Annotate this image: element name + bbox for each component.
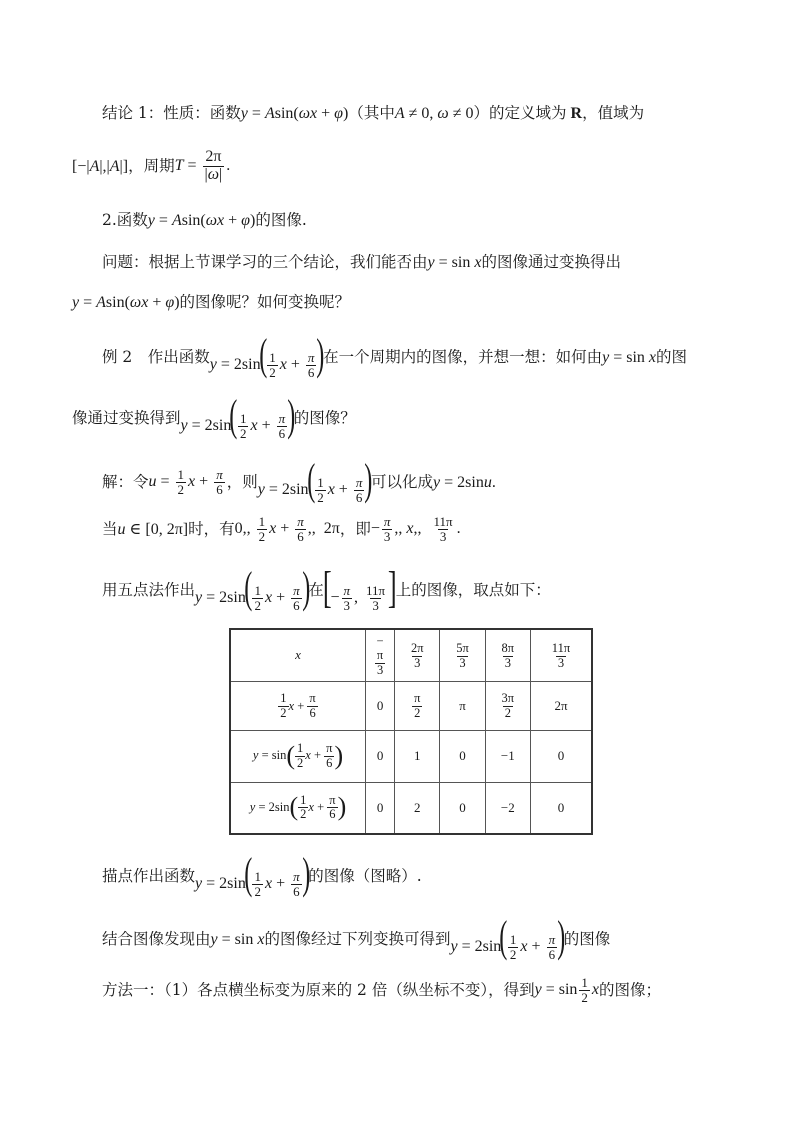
math-formula: y = Asin(ωx + φ) <box>72 294 180 311</box>
math-formula: T = $\frac{2\pi}{|\omega|}$ . <box>174 148 231 183</box>
text: 的图像呢？如何变换呢？ <box>179 293 351 312</box>
text: 的图像经过下列变换可得到 <box>264 929 451 948</box>
text: 时，有 <box>188 519 235 538</box>
conclusion-1-line <box>102 104 644 123</box>
math-formula: y = 2sin( $\frac{1}{2}$ x + $\frac{\pi}{6}$ ) <box>195 849 310 899</box>
math-formula: u = $\frac{1}{2}$ x + $\frac{\pi}{6}$ <box>148 467 223 497</box>
table-cell: 2 <box>395 782 440 834</box>
text: ，则 <box>226 472 258 491</box>
math-formula: y = 2sin( $\frac{1}{2}$ x + $\frac{\pi}{6}$ ) <box>450 912 566 962</box>
example-2-line <box>102 330 688 380</box>
math-formula: y = 2sin( $\frac{1}{2}$ x + $\frac{\pi}{6}$ ) <box>209 330 325 380</box>
table-row <box>230 681 592 730</box>
text: 像通过变换得到 <box>72 408 181 427</box>
text: 在一个周期内的图像，并想一想：如何由 <box>323 347 603 366</box>
math-formula: u ∈ [0, 2π] <box>117 520 189 538</box>
table-cell: $\frac{2\pi}{3}$ <box>395 629 440 681</box>
table-cell: $\frac{11\pi}{3}$ <box>530 629 592 681</box>
table-cell: $\frac{5\pi}{3}$ <box>440 629 485 681</box>
text: 上的图像，取点如下： <box>395 580 551 599</box>
math-formula: y = 2sin( $\frac{1}{2}$ x + $\frac{\pi}{6}$ ) <box>195 563 310 613</box>
question-line-2 <box>72 293 350 312</box>
table-cell: y = 2sin ( $\frac{1}{2}$ x + $\frac{\pi}{6}$ ) <box>230 782 366 834</box>
text: 例 2 作出函数 <box>102 347 210 366</box>
math-formula: 0,, $\frac{1}{2}$ x + $\frac{\pi}{6}$ ,, 2π <box>234 514 340 544</box>
table-cell: y = sin ( $\frac{1}{2}$ x + $\frac{\pi}{6}$ ) <box>230 730 366 782</box>
math-formula: [−|A|,|A|] <box>72 157 129 175</box>
method-1-line <box>102 976 661 1004</box>
text: 的图像（图略）. <box>308 866 422 885</box>
text: 的图像？ <box>293 408 356 427</box>
table-cell: 0 <box>530 782 592 834</box>
table-cell: $\frac{8\pi}{3}$ <box>485 629 530 681</box>
text: ，值域为 <box>582 104 645 123</box>
text: 解：令 <box>102 472 149 491</box>
math-formula: y = 2sin( $\frac{1}{2}$ x + $\frac{\pi}{6}$ ) <box>180 391 296 441</box>
table-row <box>230 629 592 681</box>
text: ，周期 <box>128 157 175 175</box>
table-cell: 0 <box>440 782 485 834</box>
text: 方法一：（1）各点横坐标变为原来的 2 倍（纵坐标不变），得到 <box>102 980 535 999</box>
table-cell: −2 <box>485 782 530 834</box>
table-cell: 1 <box>395 730 440 782</box>
table-row <box>230 730 592 782</box>
math-formula: y = sin x <box>427 254 482 271</box>
text: 2.函数 <box>102 211 148 230</box>
math-formula: R <box>566 105 583 122</box>
text: 描点作出函数 <box>102 866 196 885</box>
five-point-line <box>102 563 551 613</box>
question-line <box>102 253 621 272</box>
table-cell: 0 <box>366 782 395 834</box>
text: ）的定义域为 <box>473 104 567 123</box>
text: （其中 <box>348 104 395 123</box>
math-formula: y = 2sinu. <box>433 473 496 491</box>
solution-line <box>102 455 496 505</box>
table-cell: 0 <box>440 730 485 782</box>
text: 的图像通过变换得出 <box>481 253 621 272</box>
text: 当 <box>102 519 118 538</box>
math-formula: [− $\frac{\pi}{3}$ , $\frac{11\pi}{3}$ ] <box>322 563 397 613</box>
table-cell: $\frac{\pi}{2}$ <box>395 681 440 730</box>
table-cell: 0 <box>530 730 592 782</box>
range-line <box>102 515 461 543</box>
math-formula: A ≠ 0, ω ≠ 0 <box>394 105 474 122</box>
math-formula: y = Asin(ωx + φ) <box>240 105 349 122</box>
text: 结论 1：性质：函数 <box>102 104 241 123</box>
math-formula: y = sin $\frac{1}{2}$ x <box>534 975 600 1005</box>
text: 的图像 <box>563 929 611 948</box>
text: 的图 <box>656 347 688 366</box>
math-formula: − $\frac{\pi}{3}$ ,, x,, $\frac{11\pi}{3}$ . <box>370 514 461 544</box>
math-formula: y = sin x <box>602 348 657 366</box>
table-cell: $\frac{1}{2}$ x + $\frac{\pi}{6}$ <box>230 681 366 730</box>
text: ，即 <box>339 519 371 538</box>
table-cell: 0 <box>366 681 395 730</box>
text: 的图像； <box>599 980 662 999</box>
table-cell: 0 <box>366 730 395 782</box>
range-period-line <box>72 149 230 184</box>
table-cell: 2π <box>530 681 592 730</box>
math-formula: y = 2sin( $\frac{1}{2}$ x + $\frac{\pi}{6}$ ) <box>257 455 373 505</box>
text: 在 <box>308 580 324 599</box>
example-2-line-2 <box>72 391 356 441</box>
table-cell: −1 <box>485 730 530 782</box>
plot-points-line <box>102 849 422 899</box>
text: 问题：根据上节课学习的三个结论，我们能否由 <box>102 253 428 272</box>
text: 的图像. <box>255 211 307 230</box>
math-formula: y = sin x <box>210 930 265 948</box>
transform-intro-line <box>102 912 611 962</box>
table-cell: − $\frac{\pi}{3}$ <box>366 629 395 681</box>
heading-2 <box>102 211 307 230</box>
table-row <box>230 782 592 834</box>
text: 可以化成 <box>371 472 434 491</box>
math-formula: y = Asin(ωx + φ) <box>147 212 256 229</box>
table-cell: $\frac{3\pi}{2}$ <box>485 681 530 730</box>
five-point-table <box>229 628 593 835</box>
table-cell: π <box>440 681 485 730</box>
table-cell: x <box>230 629 366 681</box>
text: 结合图像发现由 <box>102 929 211 948</box>
text: 用五点法作出 <box>102 580 196 599</box>
